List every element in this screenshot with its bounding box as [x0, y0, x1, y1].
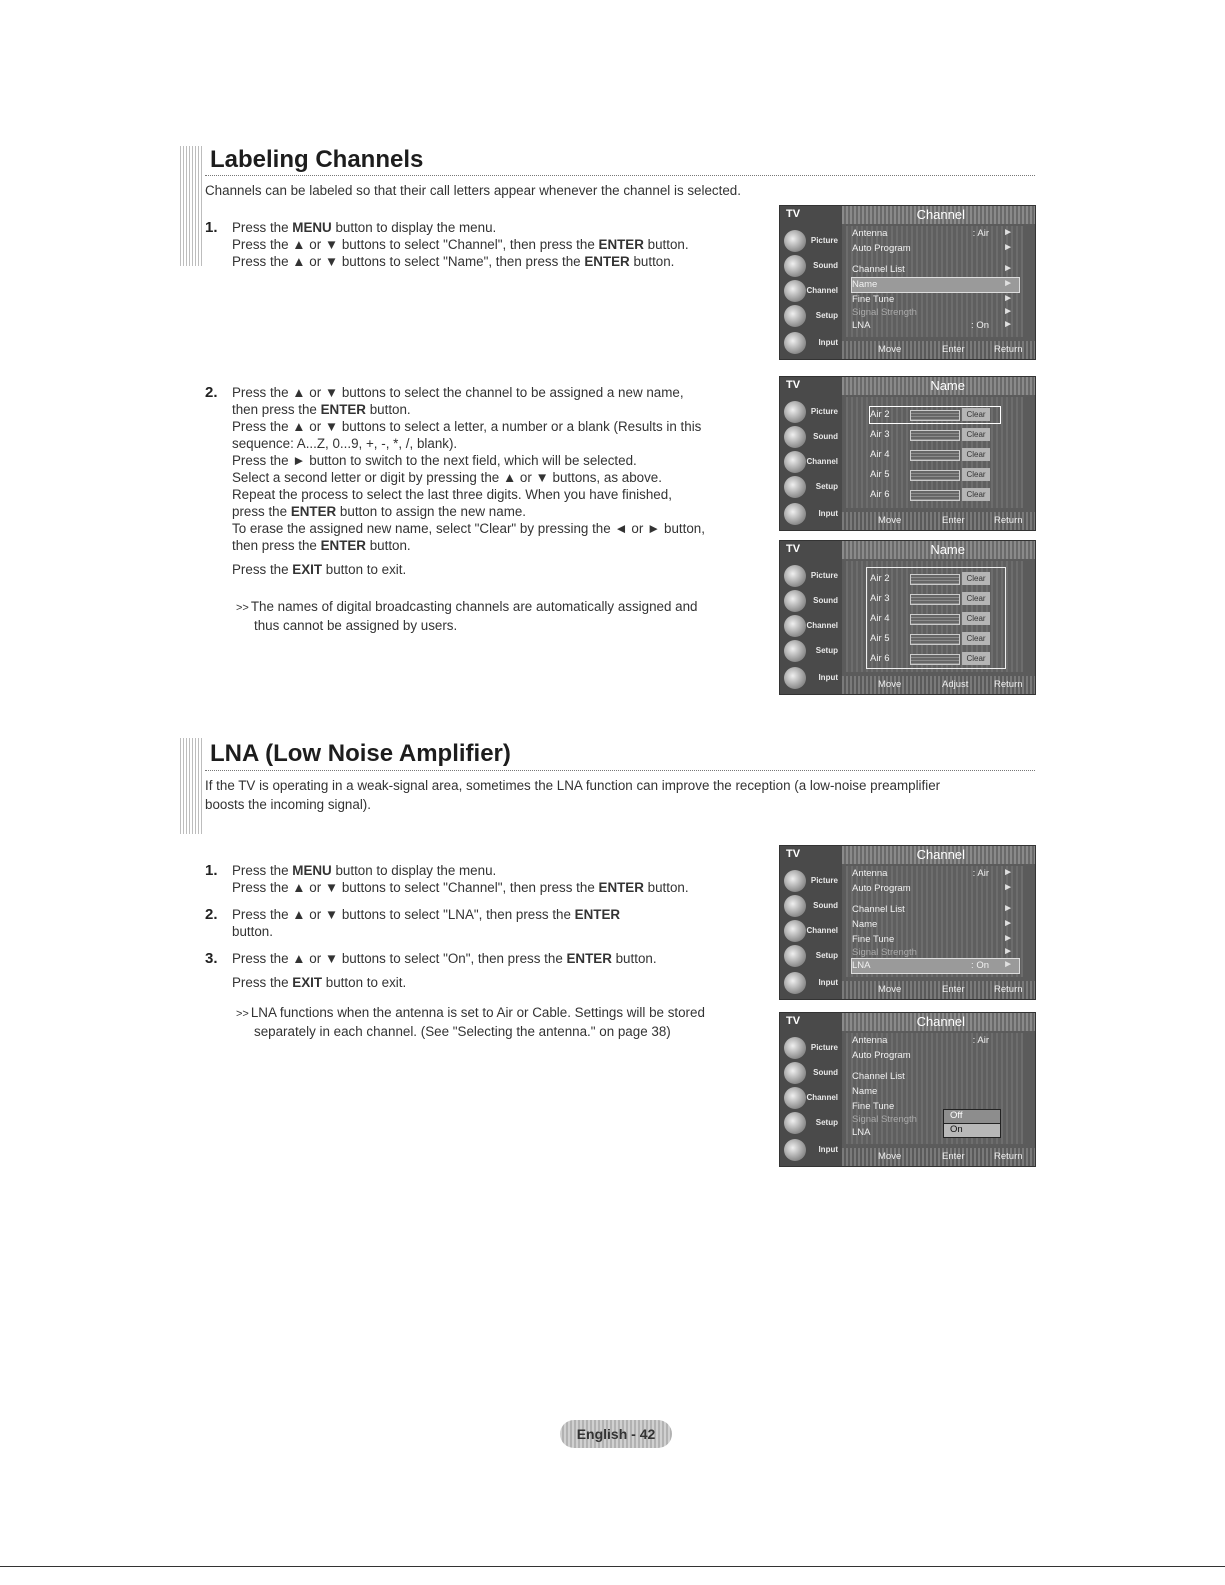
hint-adjust: Adjust — [942, 679, 969, 690]
osd-title: Channel — [916, 207, 965, 222]
clear-button: Clear — [962, 652, 990, 665]
osd-title: Name — [930, 542, 965, 557]
name-field — [910, 490, 960, 501]
osd-row-channel-list: Channel List ► — [852, 263, 1013, 275]
picture-icon — [784, 565, 806, 587]
step-line: Press the ▲ or ▼ buttons to select a letter, a number or a blank (Results in this — [232, 419, 702, 434]
osd-row-fine-tune: Fine Tune ► — [852, 933, 1013, 945]
step-line: Press the ▲ or ▼ buttons to select "LNA", then press the ENTER — [232, 907, 621, 922]
step-text — [232, 950, 752, 991]
osd-row-fine-tune: Fine Tune ► — [852, 293, 1013, 305]
osd-sidebar-channel: Channel — [784, 611, 840, 641]
step-line: Press the ▲ or ▼ buttons to select "On", then press the ENTER button. — [232, 951, 657, 966]
name-row: Air 2 Clear — [870, 571, 1000, 587]
section-rule — [205, 175, 1035, 176]
step-line: button. — [232, 924, 273, 939]
clear-button: Clear — [962, 448, 990, 461]
osd-sidebar-picture: Picture — [784, 561, 840, 591]
arrow-right-icon: ► — [1003, 263, 1013, 274]
osd-sidebar-picture: Picture — [784, 397, 840, 427]
osd-hint-bar — [842, 1148, 1035, 1166]
name-field — [910, 470, 960, 481]
osd-name-menu — [779, 376, 1036, 531]
name-field — [910, 430, 960, 441]
arrow-right-icon: ► — [1003, 882, 1013, 893]
step-line: Press the ► button to switch to the next field, which will be selected. — [232, 453, 637, 468]
arrow-right-icon: ► — [1003, 242, 1013, 253]
step-line: then press the ENTER button. — [232, 538, 411, 553]
page-bottom-rule — [0, 1566, 1225, 1567]
channel-icon — [784, 615, 806, 637]
name-field — [910, 634, 960, 645]
osd-row-channel-list: Channel List — [852, 1071, 905, 1082]
hint-return: Return — [994, 515, 1023, 526]
osd-sidebar-input: Input — [784, 499, 840, 529]
name-row: Air 3 Clear — [870, 591, 1000, 607]
step-text — [232, 219, 752, 270]
step-line: Select a second letter or digit by pressing the ▲ or ▼ buttons, as above. — [232, 470, 662, 485]
osd-tv-tag: TV — [786, 1015, 801, 1027]
osd-tv-tag: TV — [786, 208, 801, 220]
name-row: Air 4 Clear — [870, 611, 1000, 627]
arrow-right-icon: ► — [1003, 293, 1013, 304]
step-line: Press the MENU button to display the menu. — [232, 863, 497, 878]
osd-name-menu-edit — [779, 540, 1036, 695]
channel-icon — [784, 920, 806, 942]
step-line: Press the ▲ or ▼ buttons to select "Name", then press the ENTER button. — [232, 254, 675, 269]
step-line: then press the ENTER button. — [232, 402, 411, 417]
setup-icon — [784, 640, 806, 662]
hint-enter: Enter — [942, 1151, 965, 1162]
section-title-lna: LNA (Low Noise Amplifier) — [210, 740, 511, 767]
name-field — [910, 594, 960, 605]
name-row: Air 3 Clear — [870, 427, 1000, 443]
arrow-right-icon: ► — [1003, 867, 1013, 878]
picture-icon — [784, 230, 806, 252]
hint-move: Move — [878, 679, 902, 690]
input-icon — [784, 332, 806, 354]
osd-channel-menu — [779, 205, 1036, 360]
clear-button: Clear — [962, 408, 990, 421]
sound-icon — [784, 255, 806, 277]
hint-enter: Enter — [942, 344, 965, 355]
osd-title-bar — [842, 206, 1035, 224]
input-icon — [784, 1139, 806, 1161]
osd-row-name: Name — [852, 1086, 878, 1097]
osd-sidebar-sound: Sound — [784, 251, 840, 281]
setup-icon — [784, 1112, 806, 1134]
arrow-right-icon: ► — [1003, 319, 1013, 330]
osd-row-antenna: Antenna : Air ► — [852, 227, 1013, 239]
osd-row-lna: LNA : On ► — [852, 319, 1013, 331]
osd-row-lna: LNA — [852, 1127, 871, 1138]
osd-sidebar-input: Input — [784, 328, 840, 358]
osd-title-bar — [842, 846, 1035, 864]
step-line: Press the ▲ or ▼ buttons to select "Channel", then press the ENTER button. — [232, 237, 689, 252]
osd-sidebar-setup: Setup — [784, 301, 840, 331]
osd-sidebar-picture: Picture — [784, 226, 840, 256]
step-line: Press the EXIT button to exit. — [232, 562, 407, 577]
arrow-right-icon: ► — [1003, 959, 1013, 970]
step-number: 3. — [205, 950, 218, 967]
channel-icon — [784, 1087, 806, 1109]
arrow-right-icon: ► — [1003, 227, 1013, 238]
name-row: Air 6 Clear — [870, 651, 1000, 667]
osd-tv-tag: TV — [786, 379, 801, 391]
osd-sidebar-input: Input — [784, 663, 840, 693]
osd-channel-menu-lna — [779, 845, 1036, 1000]
osd-sidebar-channel: Channel — [784, 276, 840, 306]
hint-return: Return — [994, 984, 1023, 995]
hint-move: Move — [878, 1151, 902, 1162]
step-number: 1. — [205, 862, 218, 879]
sound-icon — [784, 895, 806, 917]
osd-sidebar-setup: Setup — [784, 472, 840, 502]
hint-move: Move — [878, 515, 902, 526]
hint-move: Move — [878, 344, 902, 355]
osd-title: Channel — [916, 847, 965, 862]
section-marker — [180, 738, 202, 834]
picture-icon — [784, 870, 806, 892]
note-line: thus cannot be assigned by users. — [254, 618, 458, 633]
clear-button: Clear — [962, 612, 990, 625]
osd-sidebar-input: Input — [784, 968, 840, 998]
channel-icon — [784, 451, 806, 473]
clear-button: Clear — [962, 488, 990, 501]
osd-hint-bar — [842, 676, 1035, 694]
osd-tv-tag: TV — [786, 543, 801, 555]
osd-row-fine-tune: Fine Tune — [852, 1101, 895, 1112]
osd-sidebar-picture: Picture — [784, 1033, 840, 1063]
picture-icon — [784, 401, 806, 423]
step-text — [232, 906, 752, 940]
setup-icon — [784, 305, 806, 327]
picture-icon — [784, 1037, 806, 1059]
setup-icon — [784, 945, 806, 967]
step-number: 2. — [205, 384, 218, 401]
arrow-right-icon: ► — [1003, 933, 1013, 944]
osd-sidebar-channel: Channel — [784, 447, 840, 477]
step-number: 2. — [205, 906, 218, 923]
name-field — [910, 574, 960, 585]
step-text — [232, 384, 752, 578]
hint-move: Move — [878, 984, 902, 995]
note-arrow-icon: >> — [236, 1008, 249, 1020]
note-line: LNA functions when the antenna is set to Air or Cable. Settings will be stored — [250, 1005, 705, 1020]
osd-title-bar — [842, 541, 1035, 559]
hint-return: Return — [994, 679, 1023, 690]
osd-tv-tag: TV — [786, 848, 801, 860]
hint-return: Return — [994, 1151, 1023, 1162]
lna-option-on-selected: On — [943, 1123, 1001, 1138]
name-row: Air 6 Clear — [870, 487, 1000, 503]
section-title-labeling-channels: Labeling Channels — [210, 146, 424, 173]
arrow-right-icon: ► — [1003, 278, 1013, 289]
osd-row-signal-strength: Signal Strength ► — [852, 946, 1013, 958]
input-icon — [784, 972, 806, 994]
step-line: press the ENTER button to assign the new name. — [232, 504, 527, 519]
clear-button: Clear — [962, 572, 990, 585]
note — [236, 598, 756, 635]
osd-sidebar-input: Input — [784, 1135, 840, 1165]
step-line: Press the EXIT button to exit. — [232, 975, 407, 990]
osd-row-lna-selected: LNA : On ► — [852, 959, 1019, 973]
step-text — [232, 862, 752, 896]
osd-sidebar-channel: Channel — [784, 1083, 840, 1113]
step-line: Repeat the process to select the last three digits. When you have finished, — [232, 487, 672, 502]
intro-line: boosts the incoming signal). — [205, 797, 371, 812]
osd-row-channel-list: Channel List ► — [852, 903, 1013, 915]
arrow-right-icon: ► — [1003, 946, 1013, 957]
hint-enter: Enter — [942, 515, 965, 526]
osd-row-antenna: Antenna : Air ► — [852, 867, 1013, 879]
hint-return: Return — [994, 344, 1023, 355]
osd-hint-bar — [842, 341, 1035, 359]
osd-sidebar-channel: Channel — [784, 916, 840, 946]
osd-row-auto-program: Auto Program — [852, 1050, 911, 1061]
hint-enter: Enter — [942, 984, 965, 995]
step-line: Press the ▲ or ▼ buttons to select "Channel", then press the ENTER button. — [232, 880, 689, 895]
intro-line: If the TV is operating in a weak-signal area, sometimes the LNA function can improve the reception (a low-noise preamplifier — [205, 778, 941, 793]
name-field — [910, 450, 960, 461]
note — [236, 1004, 756, 1041]
name-row-selected: Air 2 Clear — [870, 407, 1000, 423]
note-line: separately in each channel. (See "Selecting the antenna." on page 38) — [254, 1024, 671, 1039]
osd-sidebar-setup: Setup — [784, 1108, 840, 1138]
osd-row-signal-strength: Signal Strength ► — [852, 306, 1013, 318]
osd-hint-bar — [842, 512, 1035, 530]
name-field — [910, 654, 960, 665]
step-number: 1. — [205, 219, 218, 236]
section-intro — [205, 776, 1025, 814]
section-marker — [180, 146, 202, 266]
setup-icon — [784, 476, 806, 498]
page-number-badge: English - 42 — [560, 1420, 672, 1448]
step-line: Press the ▲ or ▼ buttons to select the channel to be assigned a new name, — [232, 385, 684, 400]
name-field — [910, 614, 960, 625]
channel-icon — [784, 280, 806, 302]
osd-row-name: Name ► — [852, 918, 1013, 930]
osd-title: Channel — [916, 1014, 965, 1029]
sound-icon — [784, 590, 806, 612]
input-icon — [784, 503, 806, 525]
clear-button: Clear — [962, 632, 990, 645]
step-line: To erase the assigned new name, select "Clear" by pressing the ◄ or ► button, — [232, 521, 705, 536]
lna-option-off: Off — [943, 1109, 1001, 1124]
clear-button: Clear — [962, 468, 990, 481]
note-arrow-icon: >> — [236, 602, 249, 614]
osd-row-antenna: Antenna : Air — [852, 1035, 989, 1046]
osd-row-name-selected: Name ► — [852, 278, 1019, 292]
step-line: Press the MENU button to display the menu. — [232, 220, 497, 235]
osd-sidebar-sound: Sound — [784, 891, 840, 921]
name-field — [910, 410, 960, 421]
name-row: Air 5 Clear — [870, 631, 1000, 647]
osd-sidebar-setup: Setup — [784, 941, 840, 971]
clear-button: Clear — [962, 592, 990, 605]
step-line: sequence: A...Z, 0...9, +, -, *, /, blank). — [232, 436, 458, 451]
section-intro: Channels can be labeled so that their call letters appear whenever the channel is selected. — [205, 183, 741, 198]
arrow-right-icon: ► — [1003, 903, 1013, 914]
osd-title-bar — [842, 1013, 1035, 1031]
osd-sidebar-sound: Sound — [784, 586, 840, 616]
arrow-right-icon: ► — [1003, 918, 1013, 929]
osd-row-auto-program: Auto Program ► — [852, 882, 1013, 894]
osd-sidebar-sound: Sound — [784, 422, 840, 452]
sound-icon — [784, 1062, 806, 1084]
osd-title: Name — [930, 378, 965, 393]
name-row: Air 4 Clear — [870, 447, 1000, 463]
input-icon — [784, 667, 806, 689]
section-rule — [205, 770, 1035, 771]
osd-hint-bar — [842, 981, 1035, 999]
note-line: The names of digital broadcasting channels are automatically assigned and — [250, 599, 698, 614]
osd-row-signal-strength: Signal Strength — [852, 1114, 917, 1125]
osd-row-auto-program: Auto Program ► — [852, 242, 1013, 254]
clear-button: Clear — [962, 428, 990, 441]
osd-title-bar — [842, 377, 1035, 395]
sound-icon — [784, 426, 806, 448]
osd-sidebar-picture: Picture — [784, 866, 840, 896]
osd-lna-options — [779, 1012, 1036, 1167]
name-row: Air 5 Clear — [870, 467, 1000, 483]
osd-sidebar-sound: Sound — [784, 1058, 840, 1088]
osd-sidebar-setup: Setup — [784, 636, 840, 666]
arrow-right-icon: ► — [1003, 306, 1013, 317]
